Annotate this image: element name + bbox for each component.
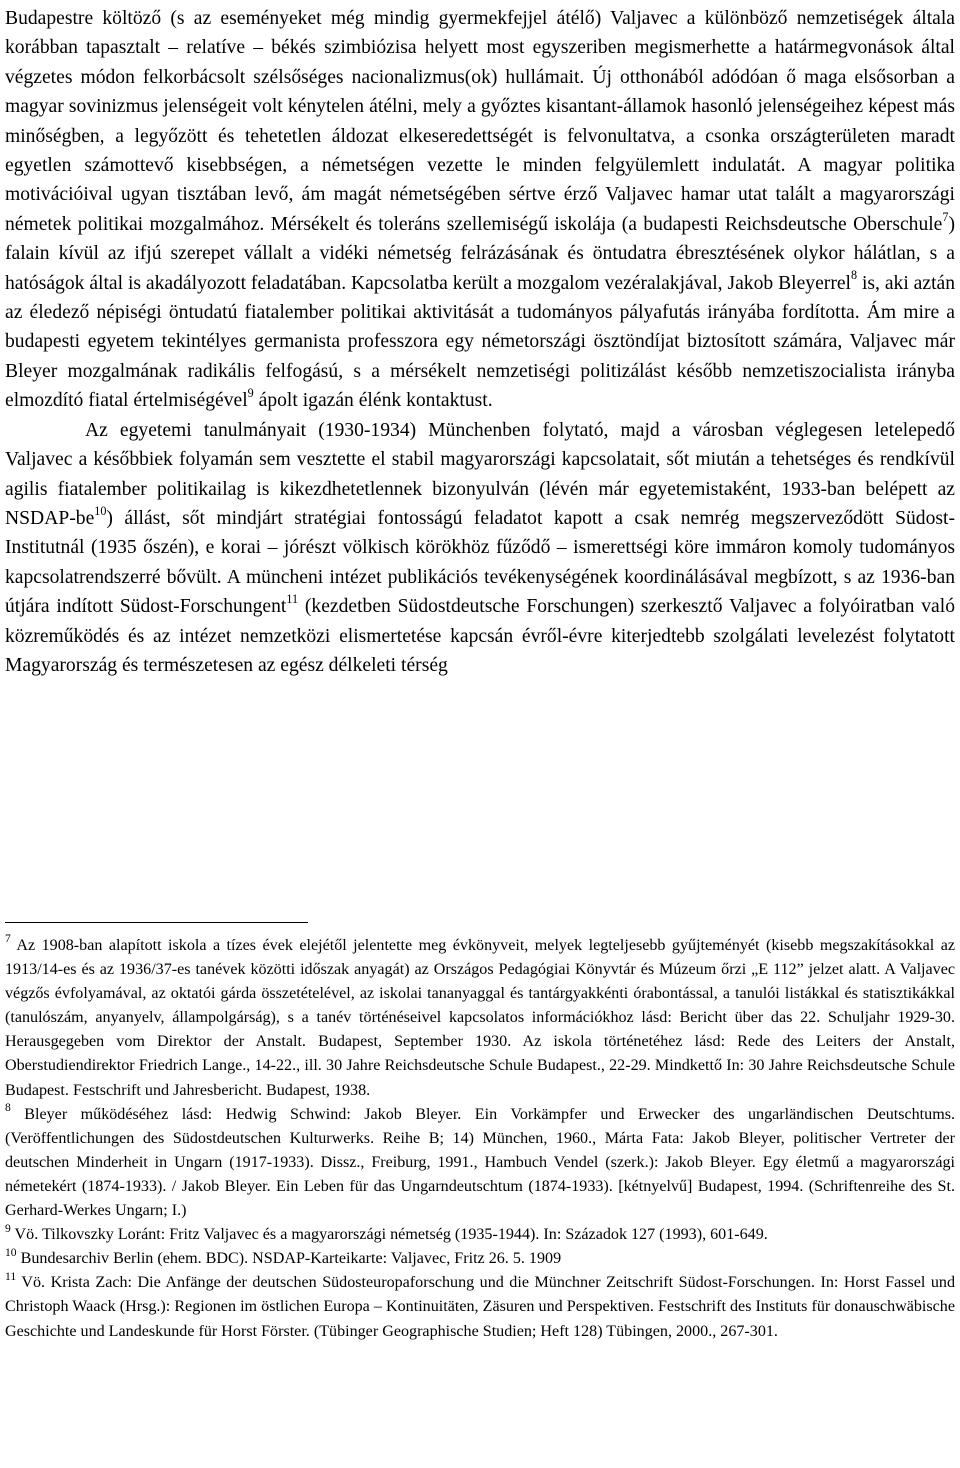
body-paragraph-1 [5,4,955,416]
footnote-ref-9[interactable]: 9 [247,385,254,400]
footnotes-section [5,934,955,1344]
footnote-text: Bundesarchiv Berlin (ehem. BDC). NSDAP-Karteikarte: Valjavec, Fritz 26. 5. 1909 [20,1250,562,1268]
footnote-separator [5,922,308,923]
footnote-number: 7 [5,932,11,946]
footnote-ref-10[interactable]: 10 [94,503,107,518]
footnote-number: 8 [5,1101,11,1115]
footnote-ref-8[interactable]: 8 [851,268,858,283]
footnote-number: 11 [5,1269,17,1283]
footnote-number: 10 [5,1245,17,1259]
paragraph-text: ápolt igazán élénk kontaktust. [253,390,493,412]
footnote-10 [5,1247,955,1271]
footnote-ref-11[interactable]: 11 [286,591,299,606]
footnote-ref-7[interactable]: 7 [942,209,949,224]
paragraph-text: (kezdetben Südostdeutsche Forschungen) szerkesztő Valjavec a folyóiratban való közreműködés és az intézet nemzetközi elismertetése kapcsán évről-évre kiterjedtebb szolgálati levelezést folytatott Magyarország és természetesen az egész délkeleti térség [5,596,955,676]
footnote-8 [5,1103,955,1223]
paragraph-text: ) falain kívül az ifjú szerepet vállalt a vidéki németség felrázásának és öntudatra ébresztésének olykor hálátlan, s a hatóságok által is akadályozott feladatában. Kapcsolatba került a mozgalom vezéralakjával, Jakob Bleyerrel [5,213,955,294]
paragraph-text: Budapestre költöző (s az eseményeket még mindig gyermekfejjel átélő) Valjavec a különböző nemzetiségek általa korábban tapasztalt – relatíve – békés szimbiózisa helyett most egyszeriben megismerhette a határmegvonások által végzetes módon felkorbácsolt szélsőséges nacionalizmus(ok) hullámait. Új otthonából adódóan ő maga elsősorban a magyar sovinizmus jelenségeit volt kénytelen átélni, mely a győztes kisantant-államok hasonló jelenségeihez képest más minőségben, a legyőzött és tehetetlen áldozat elkeseredettségét is felvonultatva, a csonka országterületen maradt egyetlen számottevő kisebbségen, a németségen vezette le minden felgyülemlett indulatát. A magyar politika motivációival ugyan tisztában levő, ám magát németségében sértve érző Valjavec hamar utat talált a magyarországi németek politikai mozgalmához. Mérsékelt és toleráns szellemiségű iskolája (a budapesti Reichsdeutsche Oberschule [5,8,955,235]
footnote-9 [5,1223,955,1247]
footnote-text: Az 1908-ban alapított iskola a tízes évek elejétől jelentette meg évkönyveit, melyek legteljesebb gyűjteményét (kisebb megszakításokkal az 1913/14-es és az 1936/37-es tanévek közötti időszak anyagát) az Országos Pedagógiai Könyvtár és Múzeum őrzi „E 112” jelzet alatt. A Valjavec végzős évfolyamával, az oktatói gárda összetételével, az iskolai tananyaggal és tantárgyakkénti órabontással, a tanulói listákkal és statisztikákkal (tanulószám, anyanyelv, állampolgárság), s a tanév történéseivel kapcsolatos információkhoz lásd: Bericht über das 22. Schuljahr 1929-30. Herausgegeben vom Direktor der Anstalt. Budapest, September 1930. Az iskola történetéhez lásd: Rede des Leiters der Anstalt, Oberstudiendirektor Friedrich Lange., 14-22., ill. 30 Jahre Reichsdeutsche Schule Budapest., 22-29. Mindkettő In: 30 Jahre Reichsdeutsche Schule Budapest. Festschrift und Jahresbericht. Budapest, 1938. [5,937,955,1099]
footnote-11 [5,1271,955,1343]
footnote-text: Bleyer működéséhez lásd: Hedwig Schwind: Jakob Bleyer. Ein Vorkämpfer und Erwecker des ungarländischen Deutschtums. (Veröffentlichungen des Südostdeutschen Kulturwerks. Reihe B; 14) München, 1960., Márta Fata: Jakob Bleyer, politischer Vertreter der deutschen Minderheit in Ungarn (1917-1933). Dissz., Freiburg, 1991., Hambuch Vendel (szerk.): Jakob Bleyer. Egy életmű a magyarországi németekért (1874-1933). / Jakob Bleyer. Ein Leben für das Ungarndeutschtum (1874-1933). [kétnyelvű] Budapest, 1994. (Schriftenreihe des St. Gerhard-Werkes Ungarn; I.) [5,1105,956,1220]
paragraph-text: is, aki aztán az éledező népiségi öntudatú fiatalember politikai aktivitását a tudományos pályafutás irányába fordította. Ám mire a budapesti egyetem tekintélyes germanista professzora egy németországi ösztöndíjat biztosított számára, Valjavec már Bleyer mozgalmának radikális felfogású, s a mérsékelt nemzetiségi politizálást később nemzetiszocialista irányba elmozdító fiatal értelmiségével [5,272,956,412]
body-paragraph-2 [5,416,955,681]
paragraph-text: Az egyetemi tanulmányait (1930-1934) Münchenben folytató, majd a városban véglegesen letelepedő Valjavec a későbbiek folyamán sem vesztette el stabil magyarországi kapcsolatait, sőt miután a tehetséges és rendkívül agilis fiatalember politikailag is kikezdhetetlennek bizonyulván (lévén már egyetemistaként, 1933-ban belépett az NSDAP-be [5,419,955,529]
footnote-text: Vö. Krista Zach: Die Anfänge der deutschen Südosteuropaforschung und die Münchner Zeitschrift Südost-Forschungen. In: Horst Fassel und Christoph Waack (Hrsg.): Regionen im östlichen Europa – Kontinuitäten, Zäsuren und Perspektiven. Festschrift des Instituts für donauschwäbische Geschichte und Landeskunde für Horst Förster. (Tübinger Geographische Studien; Heft 128) Tübingen, 2000., 267-301. [5,1274,955,1340]
footnote-text: Vö. Tilkovszky Loránt: Fritz Valjavec és a magyarországi németség (1935-1944). In: Századok 127 (1993), 601-649. [14,1226,768,1244]
document-page [5,4,955,680]
footnote-7 [5,934,955,1103]
footnote-number: 9 [5,1221,11,1235]
paragraph-text: ) állást, sőt mindjárt stratégiai fontosságú feladatot kapott a csak nemrég megszerveződött Südost-Institutnál (1935 őszén), e korai – jórészt völkisch körökhöz fűződő – ismerettségi köre immáron komoly tudományos kapcsolatrendszerré bővült. A müncheni intézet publikációs tevékenységének koordinálásával megbízott, s az 1936-ban útjára indított Südost-Forschungent [5,507,955,618]
